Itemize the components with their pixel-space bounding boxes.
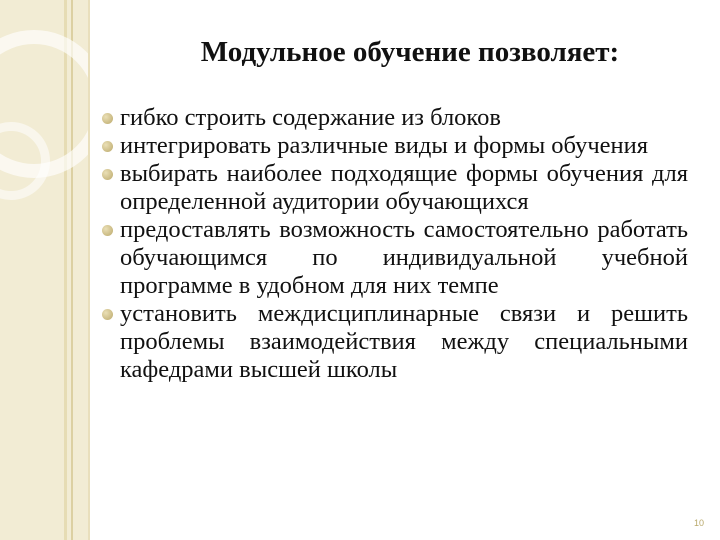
list-item-text: выбирать наиболее подходящие формы обучения для определенной аудитории обучающихся — [120, 160, 688, 215]
list-item-text: установить междисциплинарные связи и решить проблемы взаимодействия между специальными кафедрами высшей школы — [120, 300, 688, 383]
list-item — [102, 160, 688, 216]
list-item — [102, 216, 688, 300]
list-item — [102, 300, 688, 384]
list-item — [102, 132, 688, 160]
bullet-icon — [102, 309, 113, 320]
bullet-icon — [102, 113, 113, 124]
list-item-text: интегрировать различные виды и формы обучения — [120, 132, 649, 159]
decorative-side-panel — [0, 0, 88, 540]
bullet-list — [102, 104, 688, 384]
bullet-icon — [102, 141, 113, 152]
decorative-divider — [88, 0, 90, 540]
list-item — [102, 104, 688, 132]
page-number: 10 — [693, 518, 704, 528]
list-item-text: гибко строить содержание из блоков — [120, 104, 501, 131]
slide-title: Модульное обучение позволяет: — [200, 36, 620, 68]
bullet-icon — [102, 169, 113, 180]
bullet-icon — [102, 225, 113, 236]
list-item-text: предоставлять возможность самостоятельно работать обучающимся по индивидуальной учебной программе в удобном для них темпе — [120, 216, 688, 299]
